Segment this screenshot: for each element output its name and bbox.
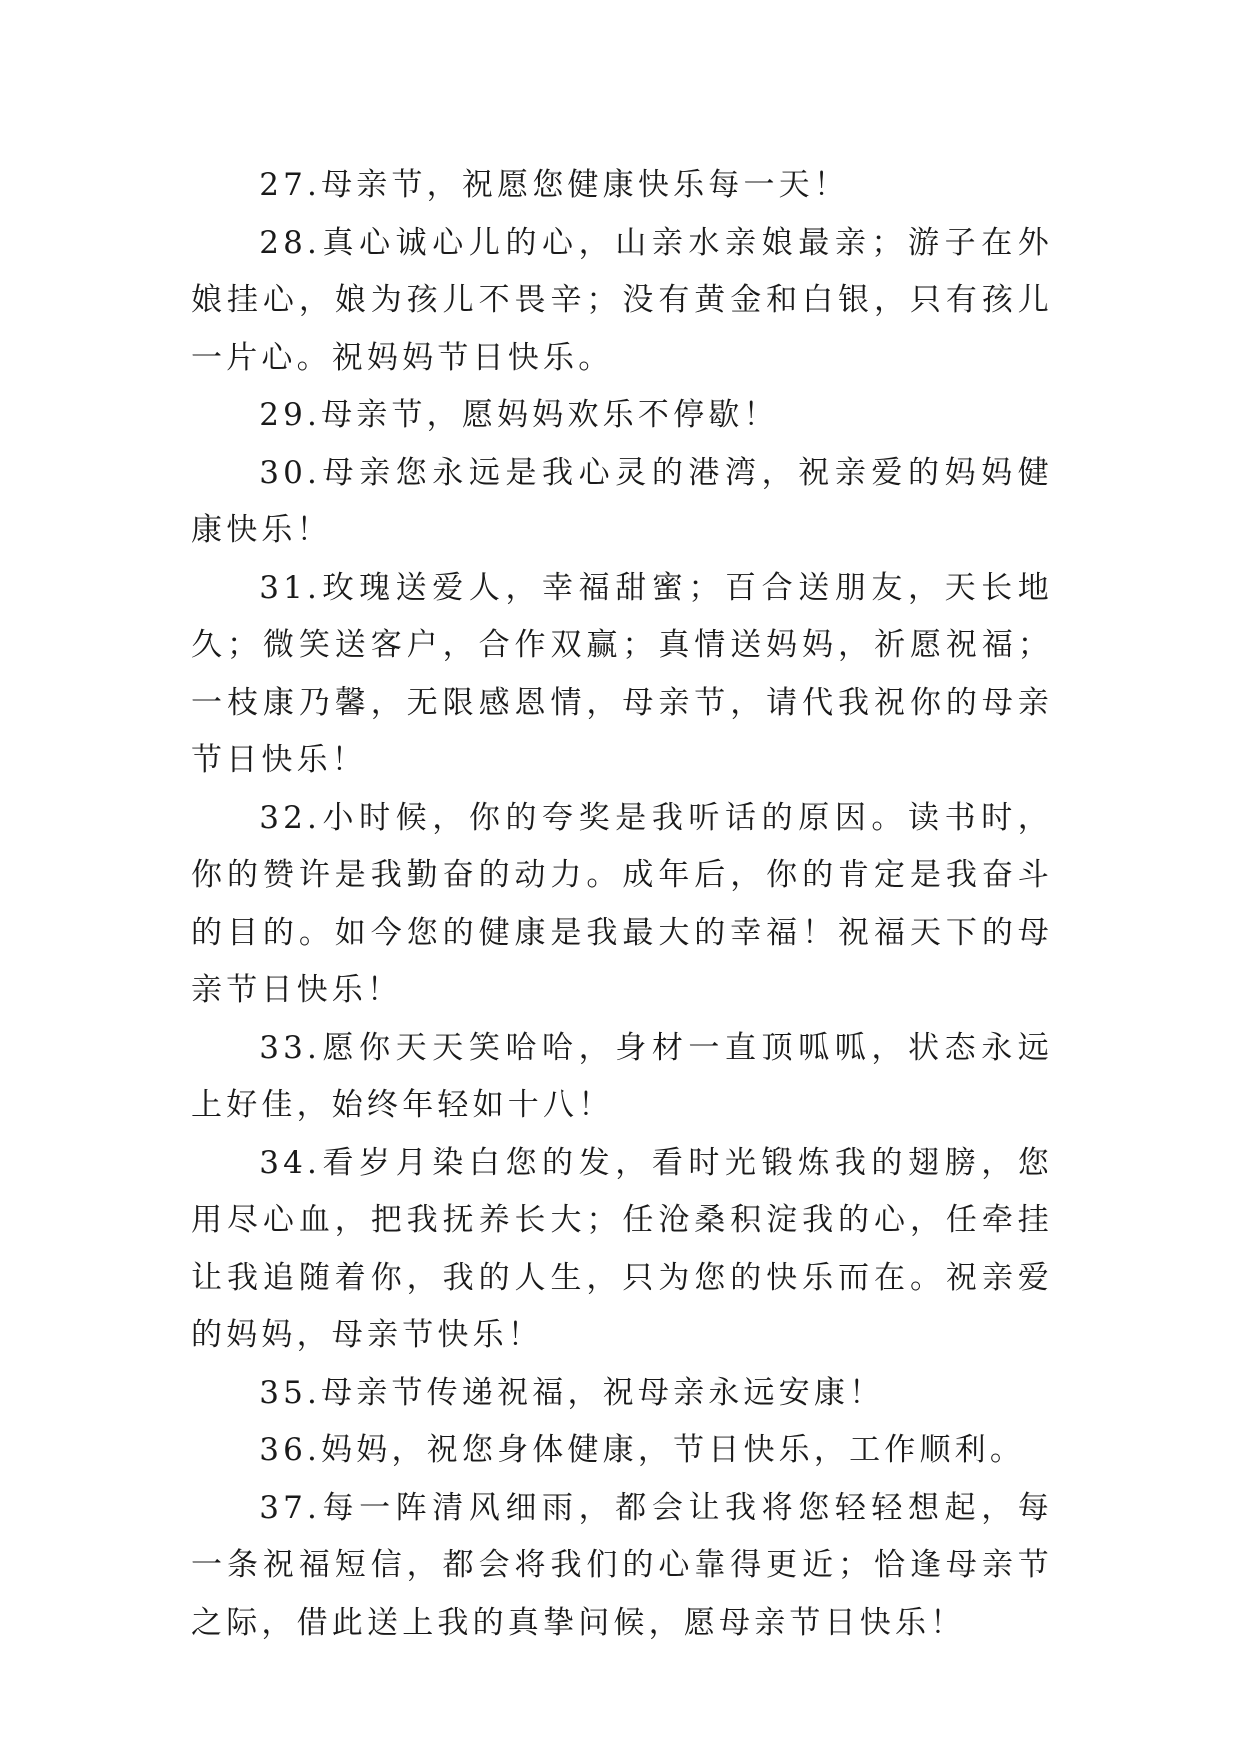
paragraph-35: 35.母亲节传递祝福，祝母亲永远安康！ bbox=[259, 1374, 885, 1411]
document-body bbox=[191, 157, 1053, 1652]
paragraph-28: 28.真心诚心儿的心，山亲水亲娘最亲；游子在外娘挂心，娘为孩儿不畏辛；没有黄金和白银，只有孩儿一片心。祝妈妈节日快乐。 bbox=[191, 224, 1053, 376]
paragraph-37: 37.每一阵清风细雨，都会让我将您轻轻想起，每一条祝福短信，都会将我们的心靠得更近；恰逢母亲节之际，借此送上我的真挚问候，愿母亲节日快乐！ bbox=[191, 1489, 1053, 1641]
paragraph-34: 34.看岁月染白您的发，看时光锻炼我的翅膀，您用尽心血，把我抚养长大；任沧桑积淀我的心，任牵挂让我追随着你，我的人生，只为您的快乐而在。祝亲爱的妈妈，母亲节快乐！ bbox=[191, 1144, 1053, 1353]
paragraph-27: 27.母亲节，祝愿您健康快乐每一天！ bbox=[259, 167, 850, 203]
paragraph-32: 32.小时候，你的夸奖是我听话的原因。读书时，你的赞许是我勤奋的动力。成年后，你的肯定是我奋斗的目的。如今您的健康是我最大的幸福！祝福天下的母亲节日快乐！ bbox=[191, 799, 1053, 1008]
paragraph-31: 31.玫瑰送爱人，幸福甜蜜；百合送朋友，天长地久；微笑送客户，合作双赢；真情送妈妈，祈愿祝福；一枝康乃馨，无限感恩情，母亲节，请代我祝你的母亲节日快乐！ bbox=[191, 569, 1053, 778]
paragraph-29: 29.母亲节，愿妈妈欢乐不停歇！ bbox=[259, 397, 779, 433]
paragraph-33: 33.愿你天天笑哈哈，身材一直顶呱呱，状态永远上好佳，始终年轻如十八！ bbox=[191, 1029, 1053, 1123]
paragraph-30: 30.母亲您永远是我心灵的港湾，祝亲爱的妈妈健康快乐！ bbox=[191, 454, 1053, 548]
paragraph-36: 36.妈妈，祝您身体健康，节日快乐，工作顺利。 bbox=[259, 1432, 1026, 1468]
